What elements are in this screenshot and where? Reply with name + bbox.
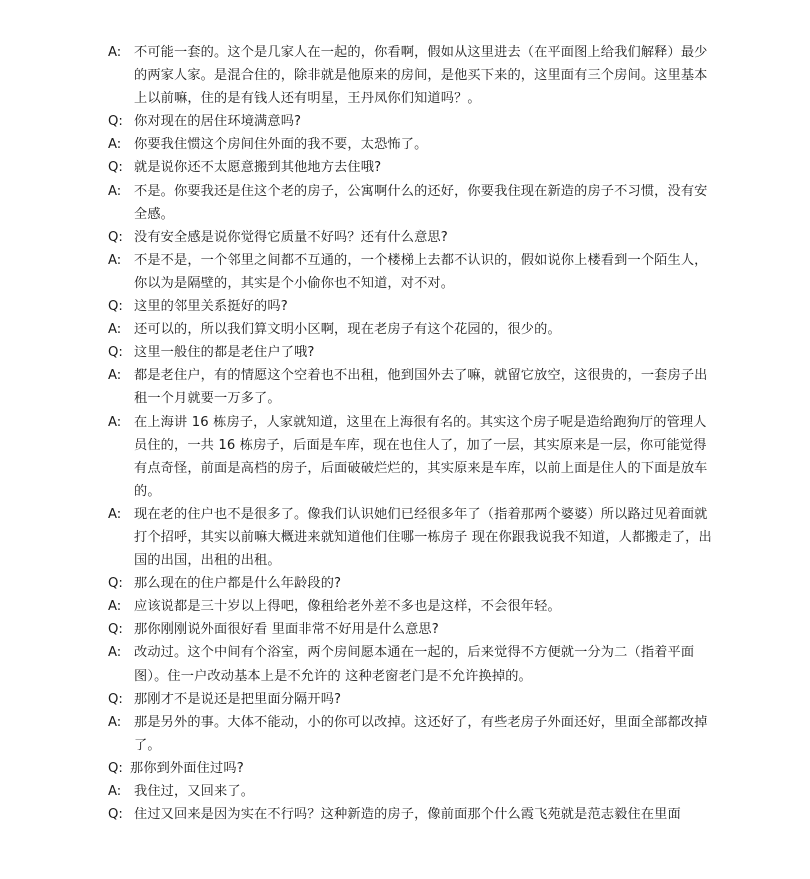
utterance-text: 都是老住户，有的情愿这个空着也不出租，他到国外去了嘛，就留它放空，这很贵的，一套房子出租一个月就要一万多了。 (134, 368, 708, 407)
utterance-text: 这里的邻里关系挺好的吗? (134, 299, 288, 315)
utterance-text: 这里一般住的都是老住户了哦? (134, 345, 315, 361)
utterance-text: 还可以的，所以我们算文明小区啊，现在老房子有这个花园的，很少的。 (134, 322, 561, 338)
transcript-entry (108, 641, 718, 687)
utterance-text: 那是另外的事。大体不能动，小的你可以改掉。这还好了，有些老房子外面还好，里面全部都改掉了。 (134, 714, 708, 753)
utterance-text: 那你刚刚说外面很好看 里面非常不好用是什么意思? (134, 622, 439, 638)
transcript-entry (108, 572, 718, 595)
transcript-entry (108, 295, 718, 318)
transcript-entry (108, 411, 718, 503)
transcript-entry (108, 226, 718, 249)
speaker-label: Q: (108, 345, 123, 361)
speaker-label: A: (108, 645, 122, 661)
utterance-text: 改动过。这个中间有个浴室，两个房间愿本通在一起的，后来觉得不方便就一分为二（指着平面图）。住一户改动基本上是不允许的 这种老窗老门是不允许换掉的。 (134, 645, 695, 684)
transcript-entry (108, 364, 718, 410)
transcript-entry (108, 503, 718, 572)
transcript-entry (108, 110, 718, 133)
speaker-label: Q: (108, 807, 123, 823)
transcript-entry (108, 41, 718, 110)
transcript-entry (108, 180, 718, 226)
speaker-label: Q: (108, 760, 123, 776)
transcript-entry (108, 318, 718, 341)
transcript-entry (108, 688, 718, 711)
utterance-text: 不是。你要我还是住这个老的房子，公寓啊什么的还好，你要我住现在新造的房子不习惯，没有安全感。 (134, 183, 708, 222)
utterance-text: 应该说都是三十岁以上得吧，像租给老外差不多也是这样，不会很年轻。 (134, 599, 561, 615)
speaker-label: Q: (108, 229, 123, 245)
utterance-text: 不是不是，一个邻里之间都不互通的，一个楼梯上去都不认识的，假如说你上楼看到一个陌生人，你以为是隔壁的，其实是个小偷你也不知道，对不对。 (134, 252, 708, 291)
speaker-label: Q: (108, 691, 123, 707)
utterance-text: 那你到外面住过吗? (130, 760, 244, 776)
utterance-text: 那么现在的住户都是什么年龄段的? (134, 576, 342, 592)
speaker-label: A: (108, 714, 122, 730)
speaker-label: Q: (108, 622, 123, 638)
speaker-label: A: (108, 368, 122, 384)
speaker-label: A: (108, 414, 122, 430)
transcript-entry (108, 711, 718, 757)
transcript-entry (108, 618, 718, 641)
speaker-label: Q: (108, 576, 123, 592)
speaker-label: A: (108, 183, 122, 199)
speaker-label: A: (108, 784, 122, 799)
speaker-label: A: (108, 322, 122, 338)
speaker-label: A: (108, 599, 122, 615)
transcript-entry (108, 156, 718, 179)
transcript-entry (108, 803, 718, 826)
speaker-label: A: (108, 252, 122, 268)
utterance-text: 住过又回来是因为实在不行吗？这种新造的房子，像前面那个什么霞飞苑就是范志毅住在里面 (134, 807, 681, 823)
interview-transcript (108, 41, 718, 826)
utterance-text: 在上海讲 16 栋房子，人家就知道，这里在上海很有名的。其实这个房子呢是造给跑狗厅的管理人员住的，一共 16 栋房子，后面是车库，现在也住人了，加了一层，其实原来是一层，你可能觉得有点奇怪，前面是高档的房子，后面破破烂烂的，其实原来是车库，以前上面是住人的下面是放车的。 (134, 414, 708, 499)
utterance-text: 你对现在的居住环境满意吗? (134, 114, 302, 130)
transcript-entry (108, 780, 718, 803)
transcript-entry (108, 341, 718, 364)
speaker-label: A: (108, 45, 122, 60)
utterance-text: 不可能一套的。这个是几家人在一起的，你看啊，假如从这里进去（在平面图上给我们解释）最少的两家人家。是混合住的，除非就是他原来的房间，是他买下来的，这里面有三个房间。这里基本上以前嘛，住的是有钱人还有明星，王丹凤你们知道吗？。 (134, 45, 708, 107)
utterance-text: 没有安全感是说你觉得它质量不好吗？还有什么意思? (134, 229, 448, 245)
utterance-text: 现在老的住户也不是很多了。像我们认识她们已经很多年了（指着那两个婆婆）所以路过见着面就打个招呼，其实以前嘛大概进来就知道他们住哪一栋房子 现在你跟我说我不知道，人都搬走了，出国的出国，出租的出租。 (134, 506, 712, 569)
transcript-entry (108, 757, 718, 780)
transcript-entry (108, 595, 718, 618)
transcript-entry (108, 249, 718, 295)
speaker-label: A: (108, 137, 122, 153)
utterance-text: 那刚才不是说还是把里面分隔开吗? (134, 691, 342, 707)
speaker-label: Q: (108, 299, 123, 315)
speaker-label: A: (108, 506, 122, 522)
speaker-label: Q: (108, 114, 123, 130)
utterance-text: 我住过，又回来了。 (134, 784, 255, 799)
transcript-entry (108, 133, 718, 156)
utterance-text: 你要我住惯这个房间住外面的我不要，太恐怖了。 (134, 137, 428, 153)
speaker-label: Q: (108, 160, 123, 176)
utterance-text: 就是说你还不太愿意搬到其他地方去住哦? (134, 160, 382, 176)
